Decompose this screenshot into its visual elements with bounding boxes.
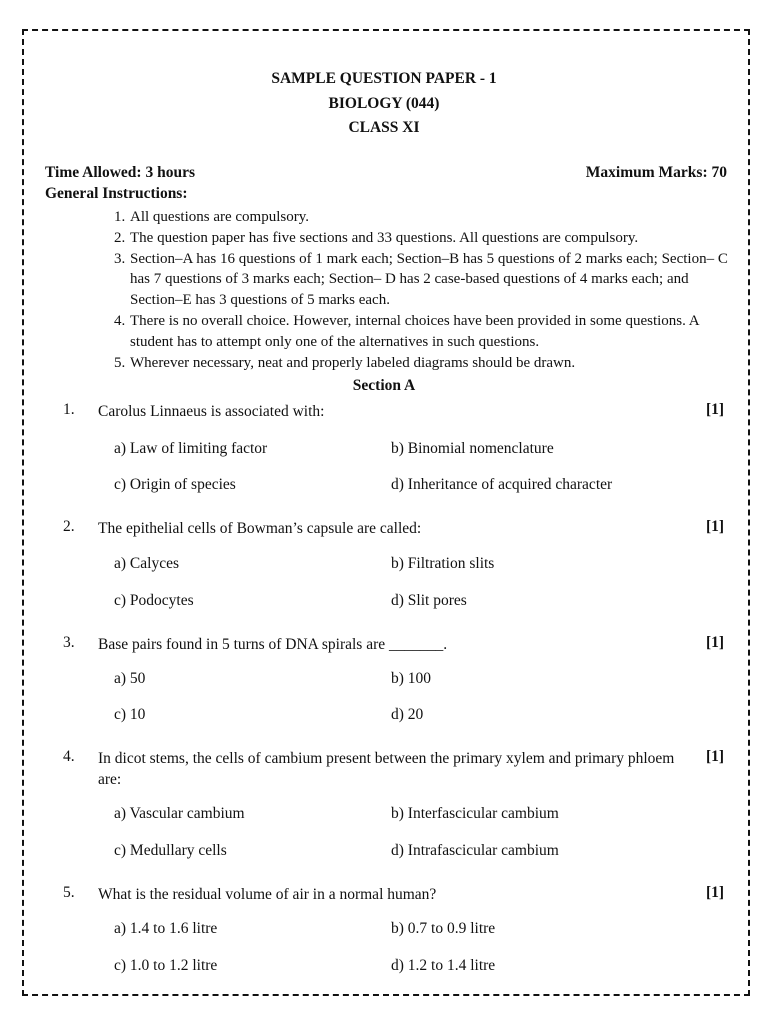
instruction-item xyxy=(114,207,730,228)
instruction-item xyxy=(114,311,730,353)
instruction-text: There is no overall choice. However, internal choices have been provided in some questions. A student has to attempt only one of the alternatives in such questions. xyxy=(130,312,699,350)
question-number: 4. xyxy=(63,748,75,765)
instruction-number: 3. xyxy=(114,250,126,267)
option-b: b) Binomial nomenclature xyxy=(391,440,554,457)
option-d: d) Inheritance of acquired character xyxy=(391,476,613,493)
question-number: 2. xyxy=(63,518,75,535)
option-c: c) Podocytes xyxy=(114,592,194,609)
instruction-text: Section–A has 16 questions of 1 mark each; Section–B has 5 questions of 2 marks each; Section– C has 7 questions of 3 marks each; Section– D has 2 case-based questions of 4 marks each; and Section–E has 3 questions of 5 marks each. xyxy=(130,250,728,309)
option-c: c) Medullary cells xyxy=(114,842,227,859)
question-marks: [1] xyxy=(706,884,725,901)
instruction-text: The question paper has five sections and 33 questions. All questions are compulsory. xyxy=(130,229,639,246)
question-text: Base pairs found in 5 turns of DNA spirals are _______. xyxy=(98,636,448,653)
question-marks: [1] xyxy=(706,518,725,535)
paper-title: SAMPLE QUESTION PAPER - 1 xyxy=(271,70,497,87)
instruction-number: 4. xyxy=(114,312,126,329)
general-instructions-heading: General Instructions: xyxy=(45,185,188,202)
instruction-number: 2. xyxy=(114,229,126,246)
option-c: c) 10 xyxy=(114,706,146,723)
option-d: d) Slit pores xyxy=(391,592,467,609)
option-a: a) Law of limiting factor xyxy=(114,440,268,457)
option-d: d) 20 xyxy=(391,706,424,723)
section-title: Section A xyxy=(352,377,416,394)
question-marks: [1] xyxy=(706,401,725,418)
question-number: 5. xyxy=(63,884,75,901)
instruction-text: All questions are compulsory. xyxy=(130,209,309,225)
question-text: The epithelial cells of Bowman’s capsule are called: xyxy=(98,520,422,537)
instruction-number: 5. xyxy=(114,354,126,371)
question-text: What is the residual volume of air in a normal human? xyxy=(98,886,437,903)
instructions-list xyxy=(114,207,730,373)
question-marks: [1] xyxy=(706,634,725,651)
instruction-item xyxy=(114,353,730,374)
option-c: c) Origin of species xyxy=(114,476,236,493)
question-marks: [1] xyxy=(706,748,725,765)
question-text: In dicot stems, the cells of cambium present between the primary xylem and primary phloem are: xyxy=(98,750,675,788)
option-a: a) Calyces xyxy=(114,555,179,572)
option-b: b) Interfascicular cambium xyxy=(391,805,559,822)
option-d: d) 1.2 to 1.4 litre xyxy=(391,957,496,974)
time-allowed: Time Allowed: 3 hours xyxy=(45,164,195,181)
paper-class: CLASS XI xyxy=(348,119,420,136)
option-a: a) Vascular cambium xyxy=(114,805,245,822)
instruction-item xyxy=(114,249,730,311)
question-number: 3. xyxy=(63,634,75,651)
option-b: b) Filtration slits xyxy=(391,555,495,572)
option-d: d) Intrafascicular cambium xyxy=(391,842,559,859)
instruction-number: 1. xyxy=(114,209,126,225)
instruction-text: Wherever necessary, neat and properly labeled diagrams should be drawn. xyxy=(130,354,576,371)
option-c: c) 1.0 to 1.2 litre xyxy=(114,957,218,974)
option-b: b) 0.7 to 0.9 litre xyxy=(391,920,496,937)
instruction-item xyxy=(114,228,730,249)
question-text: Carolus Linnaeus is associated with: xyxy=(98,403,325,420)
paper-subject: BIOLOGY (044) xyxy=(328,95,440,112)
question-number: 1. xyxy=(63,401,75,418)
maximum-marks: Maximum Marks: 70 xyxy=(585,164,727,181)
option-b: b) 100 xyxy=(391,670,432,687)
option-a: a) 1.4 to 1.6 litre xyxy=(114,920,218,937)
option-a: a) 50 xyxy=(114,670,146,687)
